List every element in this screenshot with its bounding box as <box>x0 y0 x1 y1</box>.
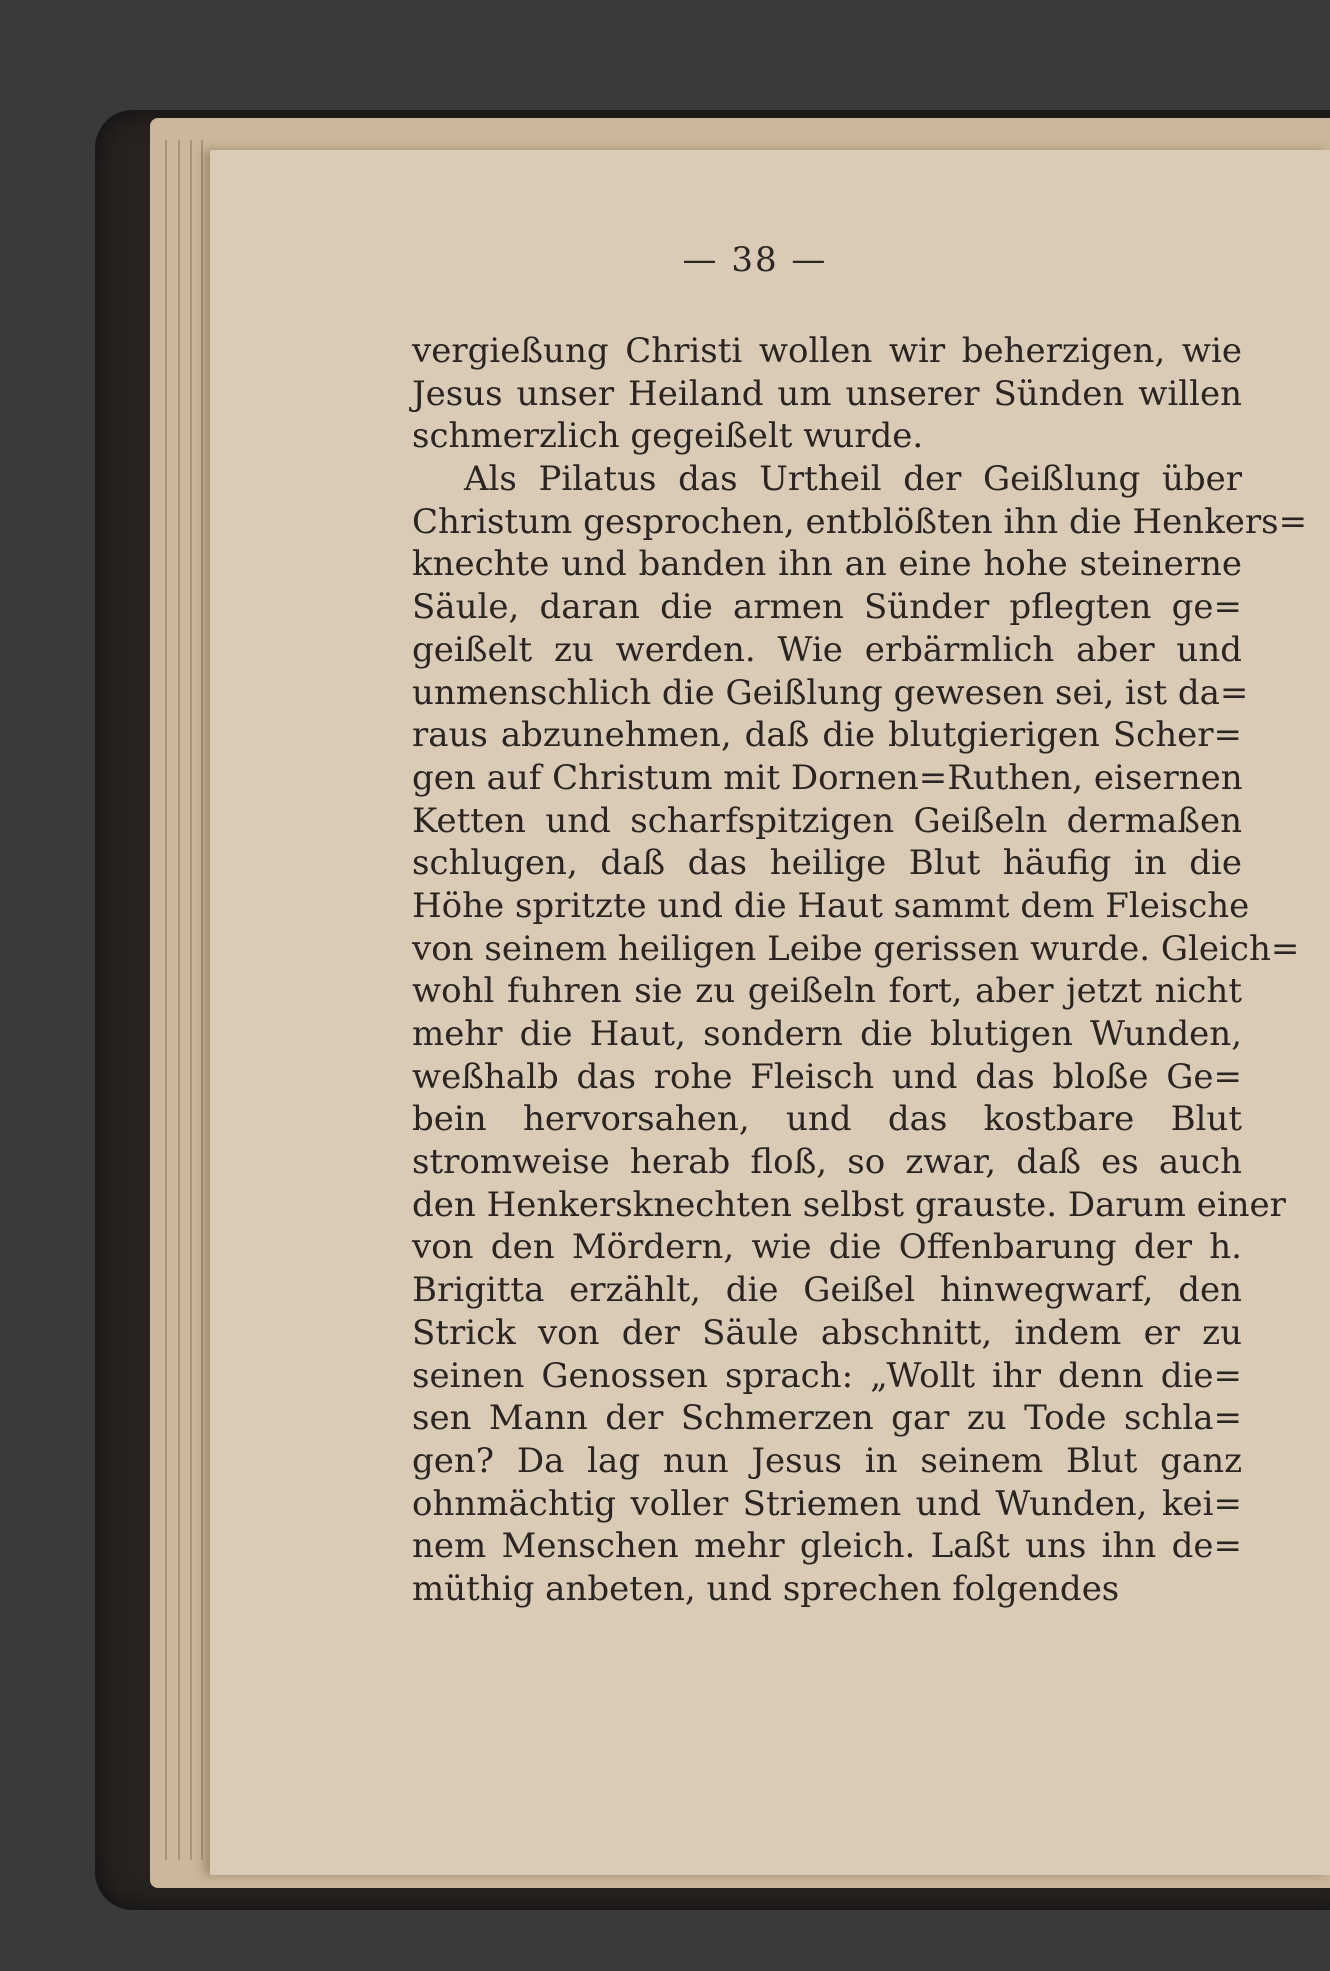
text-line: geißelt zu werden. Wie erbärmlich aber und <box>412 629 1242 670</box>
text-line: Ketten und scharfspitzigen Geißeln dermaßen <box>412 800 1242 841</box>
text-line: knechte und banden ihn an eine hohe steinerne <box>412 544 1242 585</box>
text-line: seinen Genossen sprach: „Wollt ihr denn die= <box>412 1355 1242 1396</box>
text-line: vergießung Christi wollen wir beherzigen, wie <box>412 331 1242 371</box>
page-edge-line <box>190 140 192 1860</box>
page-edge-line <box>165 140 167 1860</box>
text-line: unmenschlich die Geißlung gewesen sei, ist da= <box>412 672 1249 713</box>
text-line: bein hervorsahen, und das kostbare Blut <box>412 1099 1242 1140</box>
text-line: wohl fuhren sie zu geißeln fort, aber jetzt nicht <box>412 971 1242 1012</box>
text-line: von seinem heiligen Leibe gerissen wurde. Gleich= <box>412 928 1300 969</box>
text-line: Christum gesprochen, entblößten ihn die Henkers= <box>412 501 1308 542</box>
text-line: sen Mann der Schmerzen gar zu Tode schla= <box>412 1398 1242 1439</box>
text-line: den Henkersknechten selbst grauste. Darum einer <box>412 1184 1286 1225</box>
body-text <box>412 330 1308 1611</box>
text-line: gen? Da lag nun Jesus in seinem Blut ganz <box>412 1440 1242 1481</box>
text-line: von den Mördern, wie die Offenbarung der h. <box>412 1227 1242 1268</box>
text-line: Strick von der Säule abschnitt, indem er zu <box>412 1312 1242 1353</box>
page-number-label: — 38 — <box>682 240 828 280</box>
text-line: ohnmächtig voller Striemen und Wunden, kei= <box>412 1483 1242 1524</box>
text-line: gen auf Christum mit Dornen=Ruthen, eisernen <box>412 757 1243 798</box>
text-line: Säule, daran die armen Sünder pflegten ge= <box>412 587 1242 628</box>
page-edge-line <box>201 140 203 1860</box>
text-line: Brigitta erzählt, die Geißel hinwegwarf, den <box>412 1270 1242 1311</box>
text-line: nem Menschen mehr gleich. Laßt uns ihn de= <box>412 1526 1242 1567</box>
page-number <box>0 240 1330 280</box>
text-line: schmerzlich gegeißelt wurde. <box>412 416 924 457</box>
text-line: stromweise herab floß, so zwar, daß es auch <box>412 1142 1242 1183</box>
text-line: mehr die Haut, sondern die blutigen Wunden, <box>412 1014 1242 1054</box>
text-line: Jesus unser Heiland um unserer Sünden willen <box>412 373 1242 414</box>
text-line: Als Pilatus das Urtheil der Geißlung über <box>464 459 1242 500</box>
text-line: müthig anbeten, und sprechen folgendes <box>412 1568 1120 1609</box>
text-line: weßhalb das rohe Fleisch und das bloße Ge= <box>412 1056 1242 1097</box>
page-edge-line <box>178 140 180 1860</box>
text-line: Höhe spritzte und die Haut sammt dem Fleische <box>412 885 1250 926</box>
text-line: schlugen, daß das heilige Blut häufig in die <box>412 843 1242 884</box>
text-line: raus abzunehmen, daß die blutgierigen Scher= <box>412 715 1242 756</box>
